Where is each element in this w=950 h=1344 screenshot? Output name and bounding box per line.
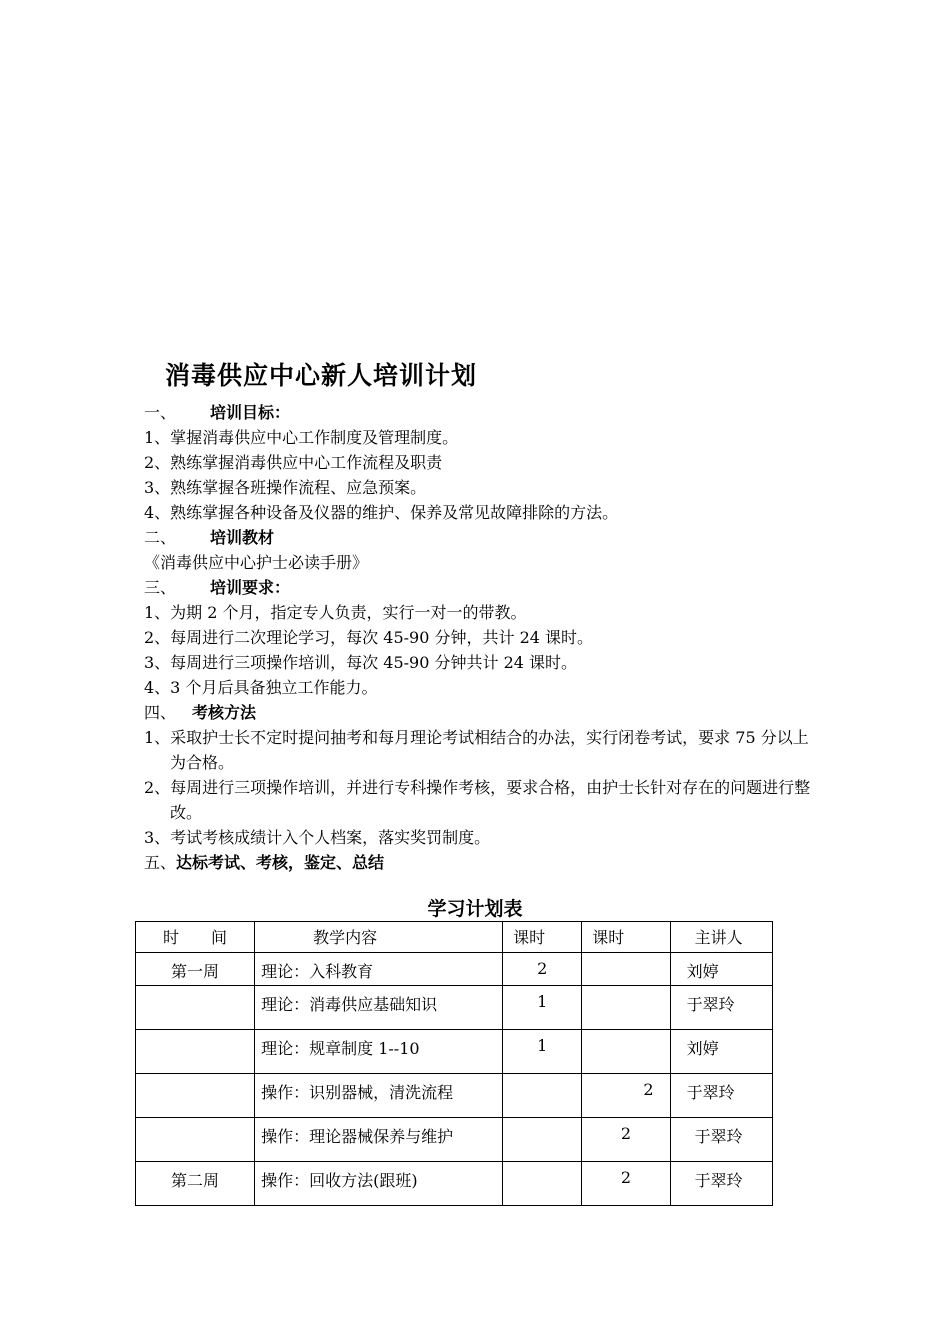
cell-lecturer: 刘婷 — [670, 953, 772, 986]
cell-hours-practice — [582, 1030, 670, 1074]
cell-content: 操作：理论器械保养与维护 — [255, 1118, 503, 1162]
section-3-heading: 三、 培训要求： — [144, 578, 291, 597]
list-item: 1、掌握消毒供应中心工作制度及管理制度。 — [144, 428, 459, 447]
cell-hours-theory — [503, 1074, 582, 1118]
header-content: 教学内容 — [255, 922, 503, 953]
cell-lecturer: 于翠玲 — [670, 1118, 772, 1162]
section-5-heading: 五、达标考试、考核，鉴定、总结 — [144, 853, 385, 872]
cell-time: 第二周 — [136, 1162, 255, 1206]
list-item: 3、考试考核成绩计入个人档案，落实奖罚制度。 — [144, 828, 491, 847]
cell-lecturer: 刘婷 — [670, 1030, 772, 1074]
cell-content: 理论：入科教育 — [255, 953, 503, 986]
list-item: 4、熟练掌握各种设备及仪器的维护、保养及常见故障排除的方法。 — [144, 503, 619, 522]
list-item: 2、熟练掌握消毒供应中心工作流程及职责 — [144, 453, 443, 472]
cell-hours-practice — [582, 986, 670, 1030]
table-header-row — [136, 922, 773, 953]
header-hours-practice: 课时 — [582, 922, 670, 953]
document-body — [144, 400, 814, 875]
cell-hours-theory — [503, 1118, 582, 1162]
page-title: 消毒供应中心新人培训计划 — [165, 361, 478, 390]
list-item: 1、为期 2 个月，指定专人负责，实行一对一的带教。 — [144, 603, 527, 622]
section-2-heading: 二、 培训教材 — [144, 528, 275, 547]
cell-content: 操作：回收方法(跟班) — [255, 1162, 503, 1206]
cell-lecturer: 于翠玲 — [670, 986, 772, 1030]
list-item: 《消毒供应中心护士必读手册》 — [144, 553, 369, 572]
header-time: 时 间 — [136, 922, 255, 953]
table-row — [136, 1118, 773, 1162]
table-row — [136, 1030, 773, 1074]
cell-content: 操作：识别器械，清洗流程 — [255, 1074, 503, 1118]
table-row — [136, 953, 773, 986]
section-1-heading: 一、 培训目标： — [144, 403, 291, 422]
cell-lecturer: 于翠玲 — [670, 1162, 772, 1206]
list-item: 1、采取护士长不定时提问抽考和每月理论考试相结合的办法，实行闭卷考试，要求 75 分以上为合格。 — [144, 728, 809, 772]
list-item: 2、每周进行三项操作培训，并进行专科操作考核，要求合格，由护士长针对存在的问题进行整改。 — [144, 778, 811, 822]
cell-hours-practice — [582, 953, 670, 986]
cell-time — [136, 1074, 255, 1118]
list-item: 2、每周进行二次理论学习，每次 45-90 分钟，共计 24 课时。 — [144, 628, 594, 647]
table-row — [136, 986, 773, 1030]
header-hours-theory: 课时 — [503, 922, 582, 953]
table-row — [136, 1074, 773, 1118]
list-item: 3、熟练掌握各班操作流程、应急预案。 — [144, 478, 427, 497]
cell-hours-practice: 2 — [582, 1162, 670, 1206]
cell-time — [136, 1118, 255, 1162]
cell-time — [136, 986, 255, 1030]
cell-time: 第一周 — [136, 953, 255, 986]
cell-content: 理论：规章制度 1--10 — [255, 1030, 503, 1074]
list-item: 3、每周进行三项操作培训，每次 45-90 分钟共计 24 课时。 — [144, 653, 578, 672]
header-lecturer: 主讲人 — [670, 922, 772, 953]
cell-hours-theory: 1 — [503, 1030, 582, 1074]
cell-time — [136, 1030, 255, 1074]
section-4-heading: 四、 考核方法 — [144, 703, 257, 722]
cell-hours-theory: 1 — [503, 986, 582, 1030]
cell-hours-theory — [503, 1162, 582, 1206]
study-plan-table — [135, 921, 773, 1206]
table-title: 学习计划表 — [427, 898, 523, 920]
cell-content: 理论：消毒供应基础知识 — [255, 986, 503, 1030]
table-row — [136, 1162, 773, 1206]
list-item: 4、3 个月后具备独立工作能力。 — [144, 678, 378, 697]
cell-hours-theory: 2 — [503, 953, 582, 986]
cell-lecturer: 于翠玲 — [670, 1074, 772, 1118]
cell-hours-practice: 2 — [582, 1074, 670, 1118]
cell-hours-practice: 2 — [582, 1118, 670, 1162]
